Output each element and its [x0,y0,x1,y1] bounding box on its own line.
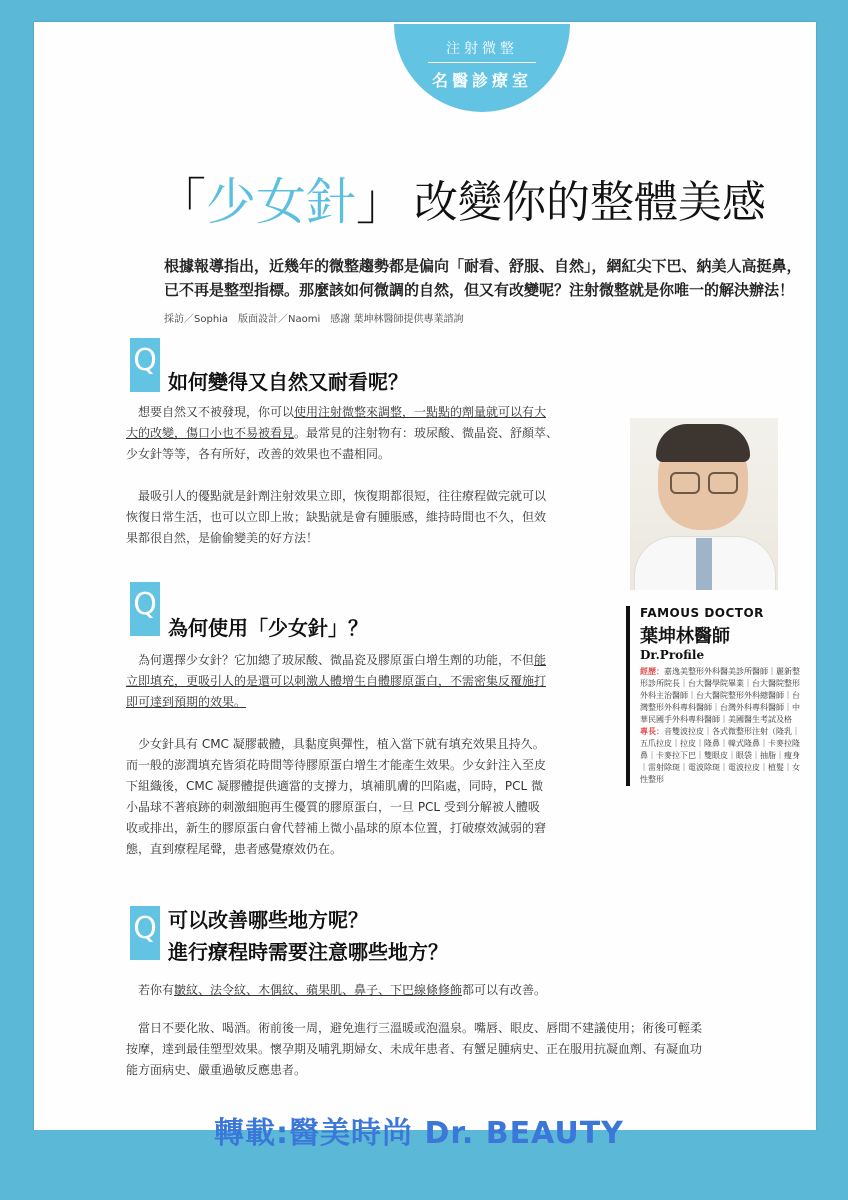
underlined-text: 能 [534,653,547,667]
headline-rest: 改變你的整體美感 [414,177,766,228]
text-span: 若你有 [126,983,175,997]
text-line [126,671,596,692]
q2-title: 為何使用「少女針」？ [168,616,368,640]
badge-top-text: 注射微整 [446,41,518,57]
text-line: 能方面病史、嚴重過敏反應患者。 [126,1063,307,1077]
q-icon: Q [130,582,160,636]
doctor-name: 葉坤林醫師 [640,626,730,647]
headline-bracket-close: 」 [356,173,406,231]
underlined-text: 立即填充，更吸引人的是還可以刺激人體增生自體膠原蛋白，不需密集反覆施打 [126,674,547,688]
text-line [126,444,596,465]
text-line: 少女針具有 CMC 凝膠載體，具黏度與彈性，植入當下就有填充效果且持久。 [126,737,545,751]
text-line: 果都很自然，是偷偷變美的好方法！ [126,531,319,545]
profile-experience [640,666,800,726]
q2-paragraph-2 [126,734,596,860]
intro-line: 根據報導指出，近幾年的微整趨勢都是偏向「耐看、舒服、自然」，網紅尖下巴、納美人高挺鼻， [164,257,802,275]
repost-watermark: 轉載:醫美時尚 Dr. BEAUTY [214,1116,624,1151]
glasses-left-lens [670,472,700,494]
text-span: 為何選擇少女針？它加總了玻尿酸、微晶瓷及膠原蛋白增生劑的功能，不但 [126,653,535,667]
badge-divider [428,62,536,63]
q1-paragraph-2 [126,486,596,549]
text-line: 收或排出，新生的膠原蛋白會代替補上微小晶球的原本位置，打破療效減弱的窘 [126,821,547,835]
profile-label: FAMOUS DOCTOR [640,606,764,620]
experience-label: 經歷： [640,667,664,676]
doctor-hair [656,424,750,462]
text-line [126,402,596,423]
profile-specialty [640,726,800,786]
text-line: 按摩，達到最佳塑型效果。懷孕期及哺乳期婦女、未成年患者、有蟹足腫病史、正在服用抗凝血劑、有凝血功 [126,1042,703,1056]
magazine-page [34,22,816,1130]
q-icon: Q [130,906,160,960]
intro-paragraph [164,254,824,302]
headline-keyword: 少女針 [206,173,356,231]
headline-bracket-open: 「 [156,173,206,231]
q1-title: 如何變得又自然又耐看呢？ [168,370,408,394]
q2-paragraph-1 [126,650,596,713]
text-line [126,650,596,671]
q3-paragraph-1 [126,980,806,1001]
underlined-text: 皺紋、法令紋、木偶紋、蘋果肌、鼻子、下巴線條修飾 [174,983,463,997]
underlined-text: 大的改變，傷口小也不易被看見 [126,426,295,440]
text-line: 恢復日常生活，也可以立即上妝；缺點就是會有腫脹感，維持時間也不久，但效 [126,510,547,524]
doctor-tie [696,538,712,590]
text-line: 下組織後，CMC 凝膠體提供適當的支撐力，填補肌膚的凹陷處，同時，PCL 微 [126,779,544,793]
doctor-profile [626,606,800,786]
badge-bottom-text: 名醫診療室 [431,71,532,90]
text-span: 。最常見的注射物有：玻尿酸、微晶瓷、舒顏萃、 [294,426,559,440]
q1-paragraph-1 [126,402,596,465]
text-line [126,423,596,444]
text-span: 少女針等等，各有所好，改善的效果也不盡相同。 [126,447,391,461]
profile-subtitle: Dr.Profile [640,648,705,662]
q-icon: Q [130,338,160,392]
article-credits: 採訪／Sophia 版面設計／Naomi 感謝 葉坤林醫師提供專業諮詢 [164,314,464,325]
headline [156,162,766,234]
experience-text: 嘉逸美整形外科醫美診所醫師｜麗新整形診所院長｜台大醫學院畢業｜台大醫院整形外科主治醫師｜台大醫院整形外科總醫師｜台灣整形外科專科醫師｜台灣外科專科醫師｜中華民國手外科專科醫師｜美國醫生考試及格 [640,667,800,724]
q3-title-line-2: 進行療程時需要注意哪些地方？ [168,940,448,964]
text-line: 當日不要化妝、喝酒。術前後一周，避免進行三溫暖或泡溫泉。嘴唇、眼皮、唇間不建議使用；術後可輕柔 [126,1021,703,1035]
q3-paragraph-2 [126,1018,806,1081]
text-line: 小晶球不著痕跡的刺激細胞再生優質的膠原蛋白，一旦 PCL 受到分解被人體吸 [126,800,540,814]
text-line: 態，直到療程尾聲，患者感覺療效仍在。 [126,842,343,856]
text-span: 都可以有改善。 [462,983,547,997]
specialty-text: 音雙波拉皮｜各式微整形注射（隆乳｜五爪拉皮｜拉皮｜隆鼻｜韓式隆鼻｜卡麥拉隆鼻｜卡麥拉下巴｜雙眼皮｜眼袋｜抽脂｜瘦身｜雷射除斑｜電波除斑｜電波拉皮｜植髮｜女性整形 [640,727,800,784]
section-badge [394,24,570,112]
glasses-right-lens [708,472,738,494]
text-span: 想要自然又不被發現，你可以 [126,405,295,419]
doctor-photo [630,418,778,590]
text-line: 最吸引人的優點就是針劑注射效果立即，恢復期都很短，往往療程做完就可以 [126,489,547,503]
intro-line: 已不再是整型指標。那麼該如何微調的自然，但又有改變呢？注射微整就是你唯一的解決辦法！ [164,281,795,299]
specialty-label: 專長： [640,727,664,736]
q3-title-line-1: 可以改善哪些地方呢？ [168,908,368,932]
text-line: 而一般的澎潤填充皆須花時間等待膠原蛋白增生才能產生效果。少女針注入至皮 [126,758,547,772]
text-line [126,692,596,713]
underlined-text: 即可達到預期的效果。 [126,695,247,709]
text-line [126,980,806,1001]
underlined-text: 使用注射微整來調整，一點點的劑量就可以有大 [294,405,547,419]
